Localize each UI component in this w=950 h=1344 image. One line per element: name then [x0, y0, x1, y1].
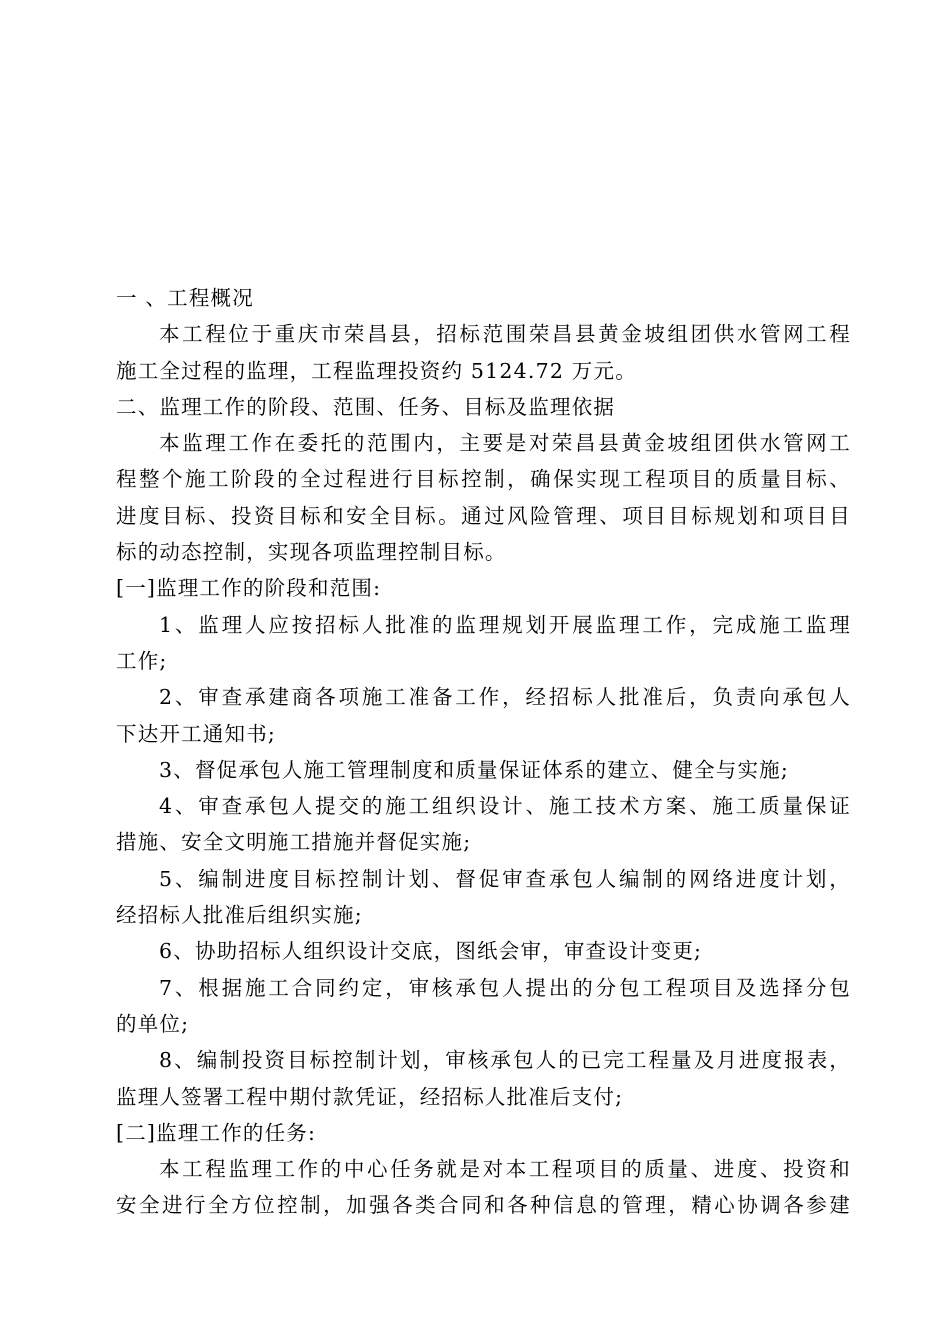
text-line: 工作; — [116, 648, 168, 673]
text-line: 7、根据施工合同约定，审核承包人提出的分包工程项目及选择分包 — [159, 975, 851, 1000]
text-line: 经招标人批准后组织实施; — [116, 903, 363, 928]
text-line: 的单位; — [116, 1011, 190, 1036]
text-line: 4、审查承包人提交的施工组织设计、施工技术方案、施工质量保证 — [159, 794, 851, 819]
text-line: 5、编制进度目标控制计划、督促审查承包人编制的网络进度计划， — [159, 866, 851, 891]
text-line: 6、协助招标人组织设计交底，图纸会审，审查设计变更; — [159, 939, 703, 964]
text-line: 本监理工作在委托的范围内，主要是对荣昌县黄金坡组团供水管网工 — [159, 431, 851, 456]
text-line: [二]监理工作的任务: — [116, 1120, 317, 1145]
text-line: 8、编制投资目标控制计划，审核承包人的已完工程量及月进度报表， — [159, 1048, 851, 1073]
text-line: 3、督促承包人施工管理制度和质量保证体系的建立、健全与实施; — [159, 757, 789, 782]
text-line: 施工全过程的监理，工程监理投资约 5124.72 万元。 — [116, 358, 637, 383]
document-body — [116, 280, 851, 1224]
text-line: 一 、工程概况 — [116, 286, 254, 310]
text-line: 本工程监理工作的中心任务就是对本工程项目的质量、进度、投资和 — [159, 1157, 851, 1182]
text-line: 二、监理工作的阶段、范围、任务、目标及监理依据 — [116, 394, 616, 419]
text-line: 程整个施工阶段的全过程进行目标控制，确保实现工程项目的质量目标、 — [116, 467, 851, 492]
text-line: 2、审查承建商各项施工准备工作，经招标人批准后，负责向承包人 — [159, 685, 851, 710]
text-line: [一]监理工作的阶段和范围: — [116, 576, 382, 601]
text-line: 本工程位于重庆市荣昌县，招标范围荣昌县黄金坡组团供水管网工程 — [159, 322, 851, 347]
text-line: 措施、安全文明施工措施并督促实施; — [116, 830, 472, 855]
text-line: 进度目标、投资目标和安全目标。通过风险管理、项目目标规划和项目目 — [116, 503, 851, 528]
text-line: 安全进行全方位控制，加强各类合同和各种信息的管理，精心协调各参建 — [116, 1193, 851, 1218]
text-line: 下达开工通知书; — [116, 721, 277, 746]
text-line: 监理人签署工程中期付款凭证，经招标人批准后支付; — [116, 1084, 624, 1109]
text-line: 标的动态控制，实现各项监理控制目标。 — [116, 540, 507, 565]
text-line: 1、监理人应按招标人批准的监理规划开展监理工作，完成施工监理 — [159, 612, 851, 637]
